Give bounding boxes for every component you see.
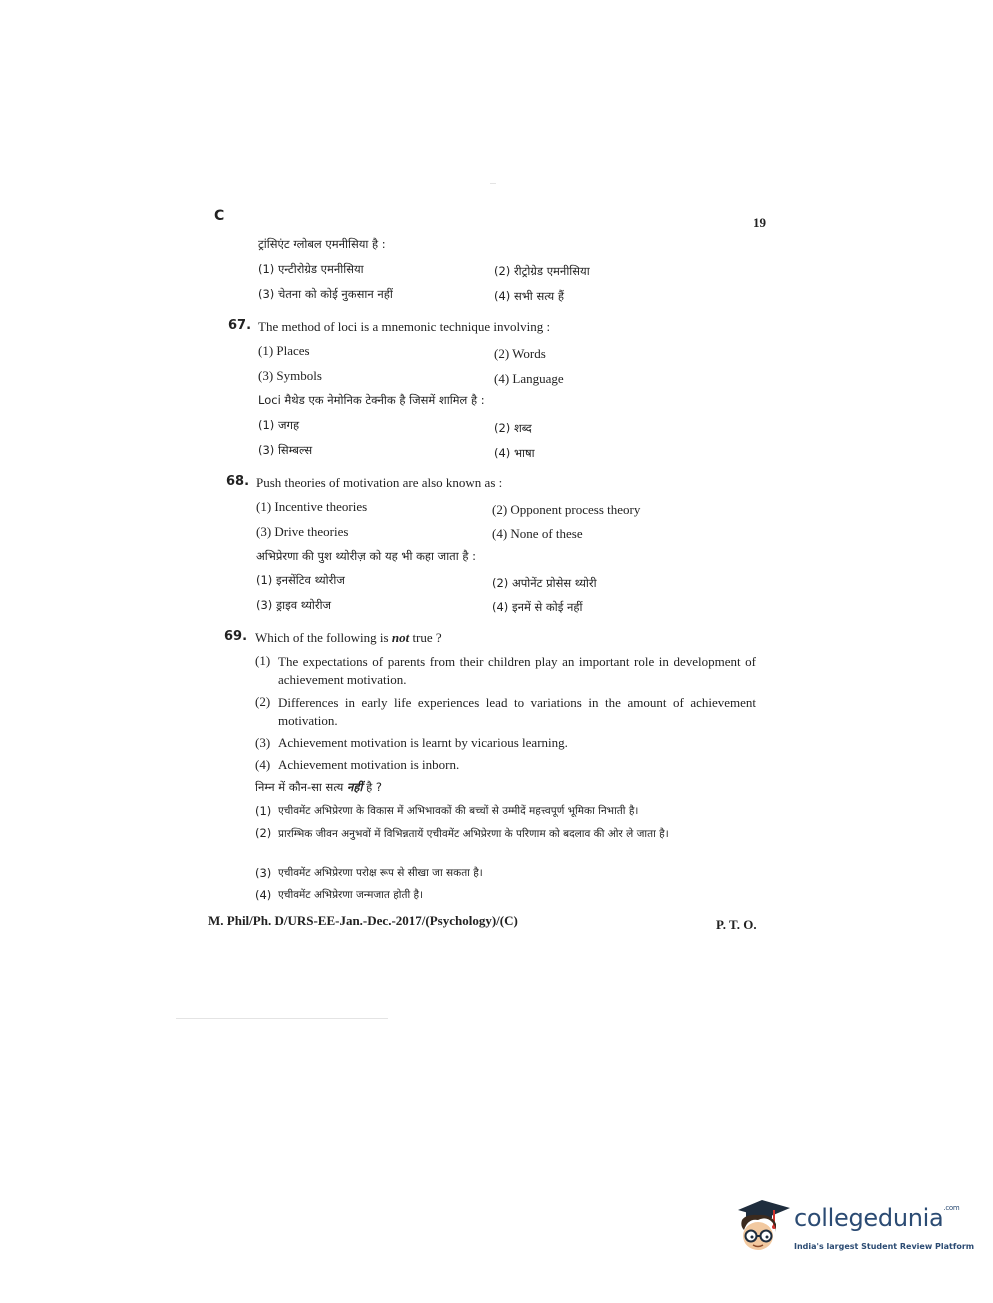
q68-number: 68. xyxy=(226,474,250,489)
q66-stem-hindi: ट्रांसिएंट ग्लोबल एमनीसिया है : xyxy=(258,237,386,251)
q69-option-1-hindi: एचीवमेंट अभिप्रेरणा के विकास में अभिभावकों की बच्चों से उम्मीदें महत्त्वपूर्ण भूमिका निभाती है। xyxy=(278,805,639,817)
mascot-icon xyxy=(736,1196,792,1260)
q69-option-4-hindi: एचीवमेंट अभिप्रेरणा जन्मजात होती है। xyxy=(278,889,424,901)
q67-option-1: (1) Places xyxy=(258,343,310,358)
question-set-letter: C xyxy=(214,208,225,224)
logo-tagline: India's largest Student Review Platform xyxy=(794,1242,975,1251)
q69-option-1-hindi-label: (1) xyxy=(255,804,272,818)
q66-option-2-hindi: (2) रीट्रोग्रेड एमनीसिया xyxy=(494,264,590,278)
logo-wordmark: collegedunia$^{.com}$ xyxy=(794,1204,960,1232)
collegedunia-logo xyxy=(736,1196,975,1260)
q66-option-1-hindi: (1) एन्टीरोग्रेड एमनीसिया xyxy=(258,262,364,276)
q68-option-2: (2) Opponent process theory xyxy=(492,502,641,517)
q67-stem: The method of loci is a mnemonic technique involving : xyxy=(258,319,551,334)
q68-stem: Push theories of motivation are also known as : xyxy=(256,475,503,490)
q66-option-3-hindi: (3) चेतना को कोई नुकसान नहीं xyxy=(258,287,393,301)
q69-stem: Which of the following is not true ? xyxy=(255,630,442,645)
q67-option-3-hindi: (3) सिम्बल्स xyxy=(258,443,313,457)
q67-option-2-hindi: (2) शब्द xyxy=(494,421,532,435)
q69-option-3: Achievement motivation is learnt by vicarious learning. xyxy=(278,735,568,750)
please-turn-over: P. T. O. xyxy=(716,917,757,932)
q69-option-2-hindi-label: (2) xyxy=(255,826,272,840)
q69-option-4-label: (4) xyxy=(255,757,271,772)
scan-smudge xyxy=(176,1018,388,1019)
q69-number: 69. xyxy=(224,629,248,644)
q68-option-4: (4) None of these xyxy=(492,526,583,541)
q69-option-2: Differences in early life experiences lead to variations in the amount of achievement motivation. xyxy=(278,695,756,728)
q68-option-1-hindi: (1) इनसेंटिव थ्योरीज xyxy=(256,573,345,587)
q67-option-1-hindi: (1) जगह xyxy=(258,418,300,432)
q68-option-4-hindi: (4) इनमें से कोई नहीं xyxy=(492,600,583,614)
paper-code: M. Phil/Ph. D/URS-EE-Jan.-Dec.-2017/(Psychology)/(C) xyxy=(208,913,518,928)
q68-option-1: (1) Incentive theories xyxy=(256,499,368,514)
q68-option-3-hindi: (3) ड्राइव थ्योरीज xyxy=(256,598,332,612)
q69-option-4-hindi-label: (4) xyxy=(255,888,272,902)
q69-option-2-hindi: प्रारम्भिक जीवन अनुभवों में विभिन्नतायें एचीवमेंट अभिप्रेरणा के परिणाम को बदलाव की ओर ले जाता है। xyxy=(278,828,669,840)
q69-option-4: Achievement motivation is inborn. xyxy=(278,757,460,772)
q69-option-2-label: (2) xyxy=(255,694,271,709)
q69-option-3-label: (3) xyxy=(255,735,271,750)
scan-speck xyxy=(490,183,496,184)
q69-option-3-hindi: एचीवमेंट अभिप्रेरणा परोक्ष रूप से सीखा जा सकता है। xyxy=(278,867,483,879)
q67-stem-hindi: Loci मैथेड एक नेमोनिक टेक्नीक है जिसमें शामिल है : xyxy=(258,393,485,407)
q66-option-4-hindi: (4) सभी सत्य हैं xyxy=(494,289,564,303)
q68-option-2-hindi: (2) अपोनेंट प्रोसेस थ्योरी xyxy=(492,576,597,590)
q68-option-3: (3) Drive theories xyxy=(256,524,349,539)
q69-option-1: The expectations of parents from their children play an important role in development of achievement motivation. xyxy=(278,654,756,687)
q67-option-4: (4) Language xyxy=(494,371,564,386)
q68-stem-hindi: अभिप्रेरणा की पुश थ्योरीज़ को यह भी कहा जाता है : xyxy=(256,549,477,563)
q69-option-3-hindi-label: (3) xyxy=(255,866,272,880)
q67-option-3: (3) Symbols xyxy=(258,368,322,383)
q67-option-4-hindi: (4) भाषा xyxy=(494,446,535,460)
q69-option-1-label: (1) xyxy=(255,653,271,668)
q69-stem-hindi: निम्न में कौन-सा सत्य नहीं है ? xyxy=(255,780,382,794)
q67-number: 67. xyxy=(228,318,252,333)
page-number: 19 xyxy=(753,215,766,230)
q67-option-2: (2) Words xyxy=(494,346,546,361)
